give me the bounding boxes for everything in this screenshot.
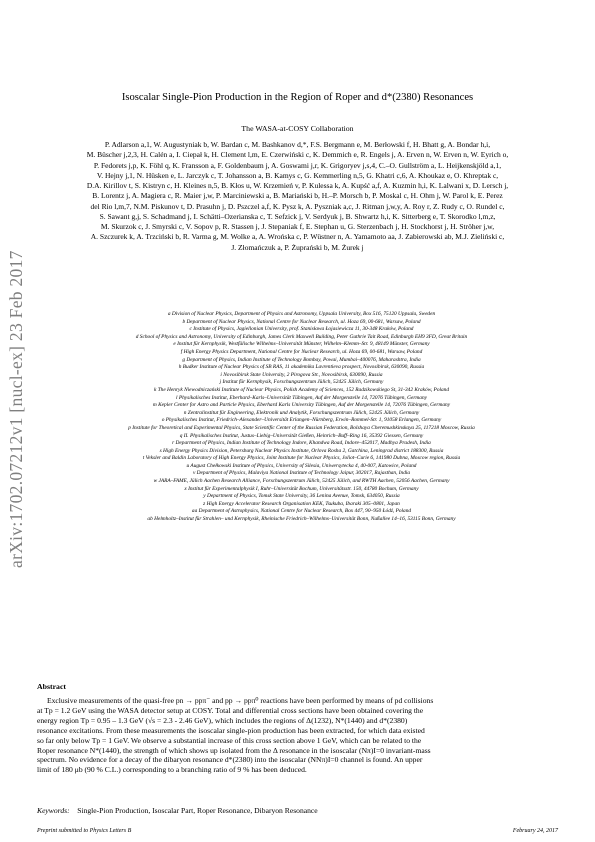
- abstract-line: Exclusive measurements of the quasi-free pn → ppπ⁻ and pp → ppπ⁰ reactions have been performed by means of pd collisions: [47, 696, 434, 705]
- affiliation: ab Helmholtz–Institut für Strahlen– und Kernphysik, Rheinische Friedrich–Wilhelms–Universität Bonn, Nußallee 14–16, 53115 Bonn, Germany: [147, 516, 456, 523]
- affiliation: b Department of Nuclear Physics, National Centre for Nuclear Research, ul. Hoza 69, 00-681, Warsaw, Poland: [182, 318, 421, 325]
- keywords-spacer: [72, 806, 76, 815]
- affiliation: l Physikalisches Institut, Eberhard–Karls–Universität Tübingen, Auf der Morgenstelle 14, 72076 Tübingen, Germany: [176, 394, 427, 401]
- affiliation: x Institut für Experimentalphysik I, Ruhr–Universität Bochum, Universitätsstr. 150, 44780 Bochum, Germany: [184, 485, 419, 492]
- affiliation: o Physikalisches Institut, Friedrich–Alexander–Universität Erlangen–Nürnberg, Erwin–Rommel-Str. 1, 91058 Erlangen, Germany: [161, 417, 442, 424]
- author-line: del Rio l,m,7, N.M. Piskunov t, D. Prasuhn j, D. Pszczel a,f, K. Pysz k, A. Pyszniak a,c, J. Ritman j,w,y, A. Roy r, Z. Rudy c, O. Rundel c,: [90, 201, 505, 211]
- affiliation: f High Energy Physics Department, National Centre for Nuclear Research, ul. Hoza 69, 00-681, Warsaw, Poland: [180, 348, 423, 355]
- affiliation: k The Henryk Niewodniczański Institute of Nuclear Physics, Polish Academy of Sciences, 152 Radzikowskiego St, 31-342 Kraków, Poland: [154, 386, 449, 393]
- author-line: M. Skurzok c, J. Smyrski c, V. Sopov p, R. Stassen j, J. Stepaniak f, E. Stephan u, G. Sterzenbach j, H. Stockhorst j, H. Ströher j,w,: [100, 222, 495, 231]
- collaboration-name: The WASA-at-COSY Collaboration: [241, 124, 354, 133]
- abstract-line: energy region Tp = 0.95 – 1.3 GeV (√s = 2.3 - 2.46 GeV), which includes the regions of Δ(1232), N*(1440) and d*(2380): [37, 715, 408, 725]
- affiliation: g Department of Physics, Indian Institute of Technology Bombay, Powai, Mumbai–400076, Maharashtra, India: [182, 356, 421, 363]
- affiliation: d School of Physics and Astronomy, University of Edinburgh, James Clerk Maxwell Building, Peter Guthrie Tait Road, Edinburgh EH9 3FD, Great Britain: [135, 333, 468, 340]
- paper-title: Isoscalar Single-Pion Production in the Region of Roper and d*(2380) Resonances: [121, 92, 474, 103]
- author-line: P. Fedorets j,p, K. Föhl q, K. Fransson a, F. Goldenbaum j, A. Goswami j,r, K. Grigoryev j,s,4, C.–O. Gullström a, L. Heijkenskjöld a,1,: [93, 160, 502, 170]
- abstract-heading: Abstract: [37, 682, 67, 691]
- author-line: V. Hejny j,1, N. Hüsken e, L. Jarczyk c, T. Johansson a, B. Kamys c, G. Kemmerling n,5, G. Khatri c,6, A. Khoukaz e, O. Khreptak c,: [96, 170, 499, 180]
- affiliation-list: [30, 311, 573, 524]
- affiliation: w JARA–FAME, Jülich Aachen Research Alliance, Forschungszentrum Jülich, 52425 Jülich, and RWTH Aachen, 52056 Aachen, Germany: [153, 478, 450, 485]
- affiliation: v Department of Physics, Malaviya National Institute of Technology Jaipur, 302017, Rajasthan, India: [192, 470, 411, 477]
- abstract-line: resonance excitations. From these measurements the isoscalar single-pion production has been extracted, for which data existed: [37, 725, 425, 735]
- affiliation: i Novosibirsk State University, 2 Pirogova Str., Novosibirsk, 630090, Russia: [220, 371, 383, 378]
- affiliation: c Institute of Physics, Jagiellonian University, prof. Stanisława Łojasiewicza 11, 30-348 Kraków, Poland: [189, 326, 414, 333]
- arxiv-identifier-stamp: arXiv:1702.07212v1 [nucl-ex] 23 Feb 2017: [6, 250, 26, 568]
- keywords-label: Keywords:: [37, 806, 70, 815]
- keywords-text: Single-Pion Production, Isoscalar Part, Roper Resonance, Dibaryon Resonance: [77, 806, 318, 815]
- affiliation: s High Energy Physics Division, Petersburg Nuclear Physics Institute, Orlova Rosha 2, Gatchina, Leningrad district 188300, Russia: [159, 447, 444, 454]
- author-line: J. Złomańczuk a, P. Żuprański b, M. Żurek j: [231, 242, 364, 252]
- affiliation: e Institut für Kernphysik, Westfälische Wilhelms–Universität Münster, Wilhelm–Klemm–Str. 9, 48149 Münster, Germany: [173, 341, 430, 348]
- affiliation: y Department of Physics, Tomsk State University, 36 Lenina Avenue, Tomsk, 634050, Russia: [203, 493, 400, 500]
- affiliation: q II. Physikalisches Institut, Justus–Liebig–Universität Gießen, Heinrich–Buff–Ring 16, 35392 Giessen, Germany: [179, 432, 424, 439]
- affiliation: r Department of Physics, Indian Institute of Technology Indore, Khandwa Road, Indore–452017, Madhya Pradesh, India: [172, 440, 431, 447]
- author-line: B. Lorentz j, A. Magiera c, R. Maier j,w, P. Marciniewski a, B. Mariański b, H.–P. Morsch b, P. Moskal c, H. Ohm j, W. Parol k, E. Perez: [92, 191, 503, 201]
- affiliation: h Budker Institute of Nuclear Physics of SB RAS, 11 akademika Lavrentieva prospect, Novosibirsk, 630090, Russia: [178, 364, 425, 371]
- affiliation: j Institut für Kernphysik, Forschungszentrum Jülich, 52425 Jülich, Germany: [219, 379, 384, 386]
- affiliation: p Institute for Theoretical and Experimental Physics, State Scientific Center of the Russian Federation, Bolshaya Cheremushkinskaya 25, 117218 Moscow, Russia: [128, 424, 475, 431]
- author-line: D.A. Kirillov t, S. Kistryn c, H. Kleines n,5, B. Kłos u, W. Krzemień v, P. Kulessa k, A. Kupść a,f, A. Kuzmin h,i, K. Lalwani x, D. Lersch j,: [86, 181, 509, 190]
- affiliation: n Zentralinstitut für Engineering, Elektronik und Analytik, Forschungszentrum Jülich, 52425 Jülich, Germany: [183, 409, 420, 416]
- abstract-line: spectrum. No evidence for a decay of the dibaryon resonance d*(2380) into the isoscalar (NNπ)I=0 channel is found. An upper: [37, 755, 423, 765]
- affiliation: u August Chełkowski Institute of Physics, University of Silesia, Uniwersytecka 4, 40-007, Katowice, Poland: [186, 462, 417, 469]
- author-line: A. Szczurek k, A. Trzciński b, R. Varma g, M. Wolke a, A. Wrońska c, P. Wüstner n, A. Yamamoto aa, J. Zabierowski ab, M.J. Zieliński c,: [90, 232, 505, 242]
- affiliation: aa Department of Astrophysics, National Centre for Nuclear Research, Box 447, 90–950 Łódź, Poland: [191, 508, 412, 515]
- author-line: S. Sawant g,j, S. Schadmand j, I. Schätti–Ozerianska c, T. Sefzick j, V. Serdyuk j, B. Shwartz h,i, K. Sitterberg e, T. Skorodko l,m,z,: [99, 211, 496, 221]
- affiliation: a Division of Nuclear Physics, Department of Physics and Astronomy, Uppsala University, Box 516, 75120 Uppsala, Sweden: [167, 311, 436, 317]
- abstract-line: so far only below Tp = 1 GeV. We observe a substantial increase of this cross section above 1 GeV, which can be related to the: [37, 735, 422, 745]
- keywords: [37, 806, 558, 816]
- author-list: [34, 140, 561, 253]
- affiliation: t Veksler and Baldin Laboratory of High Energy Physics, Joint Institute for Nuclear Physics, Joliot–Curie 6, 141980 Dubna, Moscow region, Russia: [142, 455, 461, 462]
- footer-preprint-note: Preprint submitted to Physics Letters B: [37, 828, 132, 834]
- abstract-line: Roper resonance N*(1440), the strength of which shows up isolated from the Δ resonance in the isoscalar (Nπ)I=0 invariant-mass: [37, 745, 431, 755]
- affiliation: z High Energy Accelerator Research Organisation KEK, Tsukuba, Ibaraki 305–0801, Japan: [203, 500, 400, 507]
- abstract-line: limit of 180 μb (90 % C.L.) corresponding to a branching ratio of 9 % has been deduced.: [37, 765, 307, 775]
- author-line: M. Büscher j,2,3, H. Calén a, I. Ciepał k, H. Clement l,m, E. Czerwiński c, K. Demmich e, R. Engels j, A. Erven n, W. Erven n, W. Eyrich o,: [86, 150, 509, 160]
- abstract-body: [37, 696, 558, 775]
- affiliation: m Kepler Center for Astro and Particle Physics, Eberhard Karls University Tübingen, Auf der Morgenstelle 14, 72076 Tübingen, Germany: [152, 402, 451, 409]
- abstract-line: at Tp = 1.2 GeV using the WASA detector setup at COSY. Total and differential cross sections have been obtained covering the: [37, 705, 424, 715]
- author-line: P. Adlarson a,1, W. Augustyniak b, W. Bardan c, M. Bashkanov d,*, F.S. Bergmann e, M. Berłowski f, H. Bhatt g, A. Bondar h,i,: [104, 140, 491, 149]
- footer-date: February 24, 2017: [512, 828, 558, 834]
